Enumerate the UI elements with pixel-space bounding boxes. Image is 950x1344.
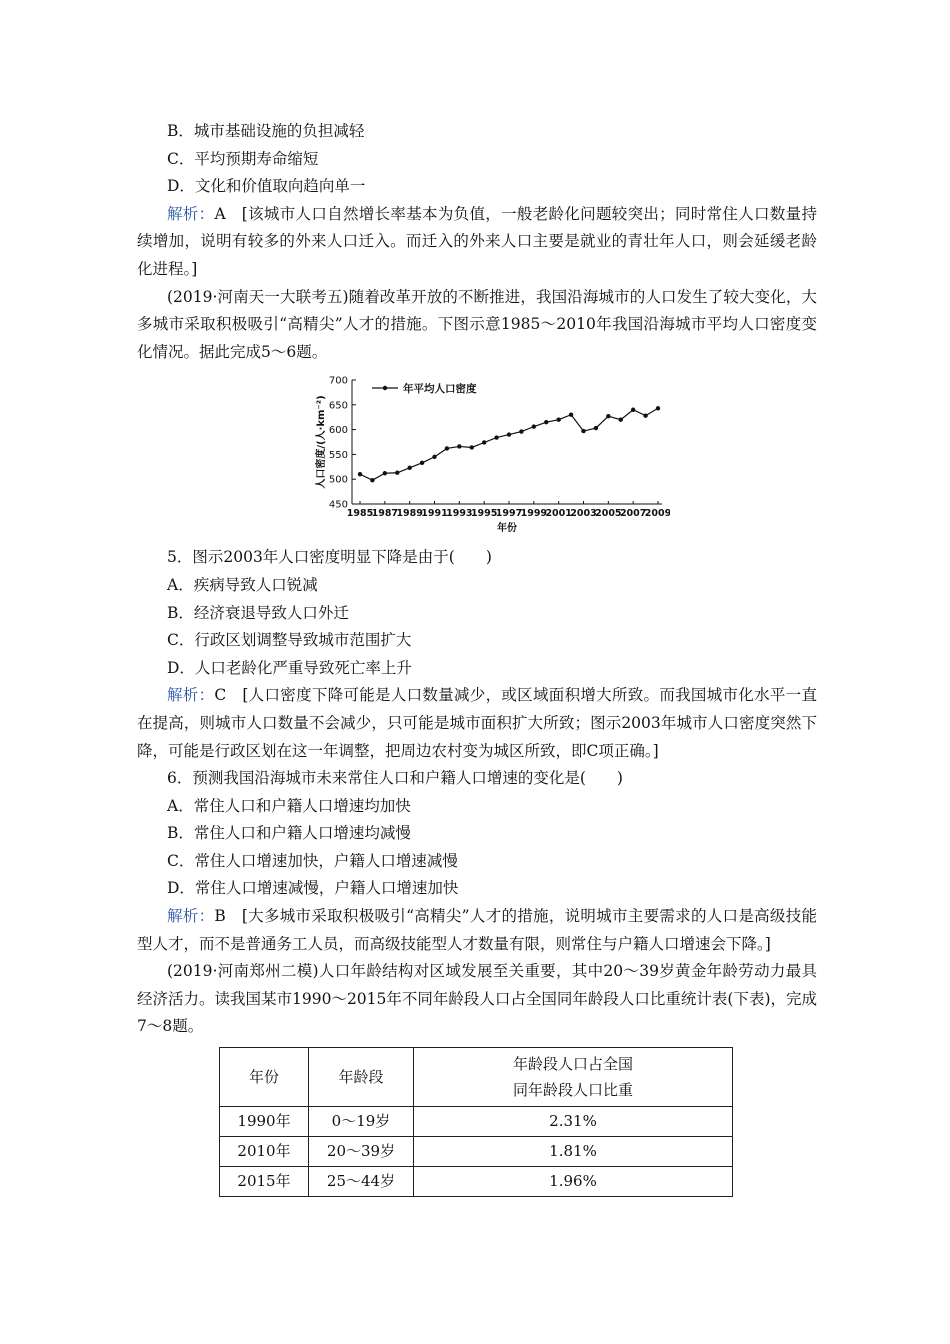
table-row [220, 1107, 733, 1137]
legend-marker [383, 386, 387, 390]
x-tick-label: 2009 [644, 508, 670, 520]
q6-analysis [137, 903, 817, 958]
cell-age: 25～44岁 [309, 1167, 414, 1197]
cell-year: 1990年 [220, 1107, 309, 1137]
data-point [370, 478, 374, 482]
cell-share: 1.96% [414, 1167, 733, 1197]
data-point [445, 447, 449, 451]
passage-1: (2019·河南天一大联考五)随着改革开放的不断推进，我国沿海城市的人口发生了较大变化，大多城市采取积极吸引“高精尖”人才的措施。下图示意1985～2010年我国沿海城市平均人口密度变化情况。据此完成5～6题。 [137, 287, 817, 361]
q5-option-d: D．人口老龄化严重导致死亡率上升 [167, 658, 412, 677]
x-tick-label: 1989 [396, 508, 423, 520]
y-axis-label: 人口密度/(人·km⁻²) [316, 395, 327, 490]
x-axis-label: 年份 [497, 523, 517, 535]
data-point [581, 429, 585, 433]
cell-share: 1.81% [414, 1137, 733, 1167]
q5-analysis [137, 682, 817, 765]
data-point [494, 436, 498, 440]
q5-option-a: A．疾病导致人口锐减 [167, 575, 318, 594]
q4-analysis [137, 201, 817, 284]
y-tick-label: 600 [328, 425, 348, 437]
x-tick-label: 2007 [619, 508, 647, 520]
q6-option-c: C．常住人口增速加快，户籍人口增速减慢 [167, 851, 458, 870]
q6-option-a: A．常住人口和户籍人口增速均加快 [167, 796, 411, 815]
data-point [507, 433, 511, 437]
x-tick-label: 1999 [520, 508, 548, 520]
analysis-label: 解析： [167, 204, 215, 223]
analysis-label: 解析： [167, 686, 215, 705]
cell-year: 2010年 [220, 1137, 309, 1167]
y-tick-label: 450 [328, 499, 348, 511]
data-point [569, 413, 573, 417]
q4-option-d: D．文化和价值取向趋向单一 [167, 177, 366, 196]
x-tick-label: 1991 [421, 508, 448, 520]
q5-option-b: B．经济衰退导致人口外迁 [167, 603, 349, 622]
passage-2: (2019·河南郑州二模)人口年龄结构对区域发展至关重要，其中20～39岁黄金年龄劳动力最具经济活力。读我国某市1990～2015年不同年龄段人口占全国同年龄段人口比重统计表(下表)，完成7～8题。 [137, 962, 817, 1036]
data-point [482, 441, 486, 445]
analysis-text: A [该城市人口自然增长率基本为负值，一般老龄化问题较突出；同时常住人口数量持续增加，说明有较多的外来人口迁入。而迁入的外来人口主要是就业的青壮年人口，则会延缓老龄化进程。] [137, 204, 817, 278]
data-point [420, 461, 424, 465]
data-point [383, 471, 387, 475]
header-age-group: 年龄段 [309, 1048, 414, 1107]
cell-share: 2.31% [414, 1107, 733, 1137]
data-point [470, 446, 474, 450]
data-point [619, 418, 623, 422]
cell-age: 20～39岁 [309, 1137, 414, 1167]
table-header-row [220, 1048, 733, 1107]
table-row [220, 1167, 733, 1197]
header-year: 年份 [220, 1048, 309, 1107]
q6-option-d: D．常住人口增速减慢，户籍人口增速加快 [167, 879, 459, 898]
data-point [395, 471, 399, 475]
x-tick-label: 1995 [470, 508, 498, 520]
data-point [532, 425, 536, 429]
x-tick-label: 2003 [570, 508, 597, 520]
document-page [137, 118, 817, 1197]
x-tick-label: 2005 [595, 508, 622, 520]
data-point [594, 426, 598, 430]
x-tick-label: 1997 [495, 508, 523, 520]
cell-year: 2015年 [220, 1167, 309, 1197]
data-point [656, 406, 660, 410]
header-share-line1: 年龄段人口占全国 [512, 1055, 633, 1074]
data-point [407, 466, 411, 470]
header-share-line2: 同年龄段人口比重 [512, 1081, 633, 1100]
legend-label: 年平均人口密度 [403, 383, 477, 396]
data-point [457, 445, 461, 449]
data-point [358, 472, 362, 476]
data-point [544, 420, 548, 424]
x-tick-label: 1987 [371, 508, 399, 520]
data-point [643, 414, 647, 418]
y-tick-label: 550 [328, 450, 348, 462]
q6-option-b: B．常住人口和户籍人口增速均减慢 [167, 824, 411, 843]
population-density-chart [310, 372, 670, 538]
q5-stem: 5．图示2003年人口密度明显下降是由于( ) [167, 548, 492, 567]
x-tick-label: 1985 [346, 508, 374, 520]
table-row [220, 1137, 733, 1167]
x-tick-label: 2001 [545, 508, 572, 520]
y-tick-label: 650 [328, 400, 348, 412]
analysis-text: B [大多城市采取积极吸引“高精尖”人才的措施，说明城市主要需求的人口是高级技能型人才，而不是普通务工人员，而高级技能型人才数量有限，则常住与户籍人口增速会下降。] [137, 907, 817, 953]
header-share [414, 1048, 733, 1107]
data-point [432, 455, 436, 459]
analysis-label: 解析： [167, 907, 215, 926]
q4-option-b: B．城市基础设施的负担减轻 [167, 122, 365, 140]
data-point [556, 418, 560, 422]
data-point [631, 408, 635, 412]
analysis-text: C [人口密度下降可能是人口数量减少，或区域面积增大所致。而我国城市化水平一直在提高，则城市人口数量不会减少，只可能是城市面积扩大所致；图示2003年城市人口密度突然下降，可能是行政区划在这一年调整，把周边农村变为城区所致，即C项正确。] [137, 686, 817, 760]
q4-option-c: C．平均预期寿命缩短 [167, 149, 319, 168]
q6-stem: 6．预测我国沿海城市未来常住人口和户籍人口增速的变化是( ) [167, 769, 623, 788]
y-tick-label: 700 [328, 375, 348, 387]
age-structure-table [219, 1047, 733, 1197]
data-point [606, 414, 610, 418]
q5-option-c: C．行政区划调整导致城市范围扩大 [167, 631, 412, 650]
chart-svg [310, 372, 670, 538]
cell-age: 0～19岁 [309, 1107, 414, 1137]
x-tick-label: 1993 [446, 508, 473, 520]
y-tick-label: 500 [328, 475, 348, 487]
data-point [519, 430, 523, 434]
series-line [360, 409, 658, 481]
